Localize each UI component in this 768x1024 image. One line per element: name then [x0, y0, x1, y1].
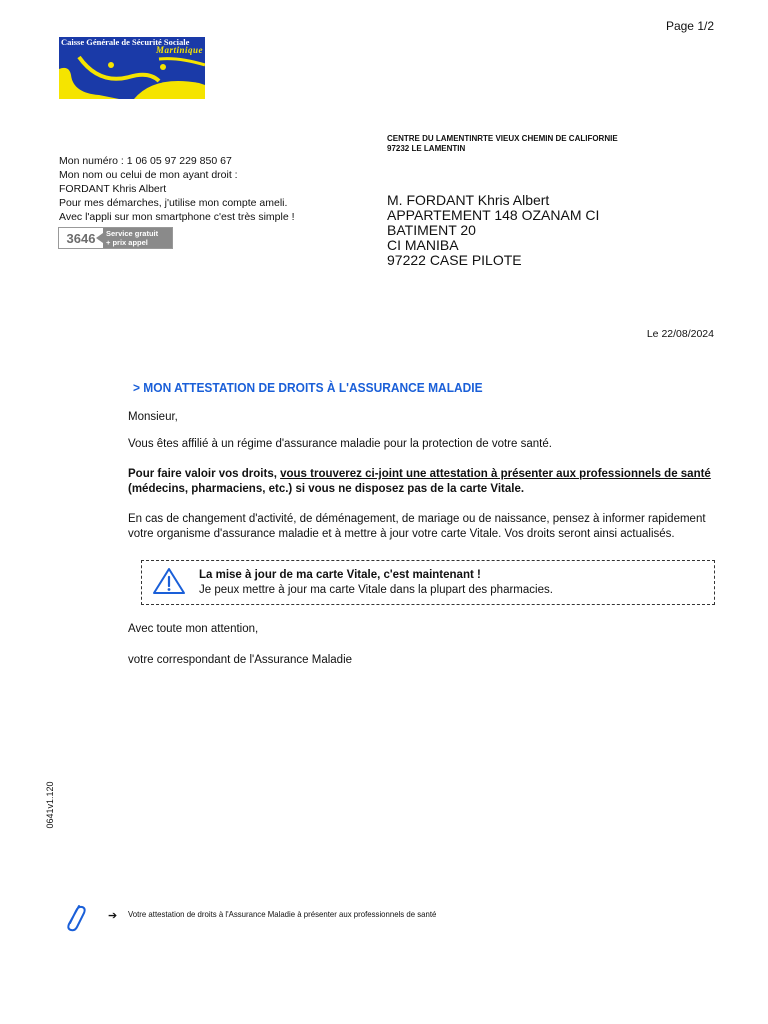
reference-block	[59, 154, 295, 224]
service-number: 3646	[59, 228, 103, 248]
service-phone-badge	[58, 227, 173, 249]
attestation-text-underlined: vous trouverez ci-joint une attestation à présenter aux professionnels de santé	[280, 468, 711, 480]
logo-line2: Martinique	[155, 45, 203, 55]
notice-title: La mise à jour de ma carte Vitale, c'est maintenant !	[199, 569, 481, 581]
sender-address-line: CENTRE DU LAMENTINRTE VIEUX CHEMIN DE CALIFORNIE	[387, 134, 618, 143]
logo-line1: Caisse Générale de Sécurité Sociale	[61, 37, 190, 47]
notice-text: Je peux mettre à jour ma carte Vitale dans la plupart des pharmacies.	[199, 584, 553, 596]
logo-banner	[59, 37, 205, 55]
recipient-line: APPARTEMENT 148 OZANAM CI	[387, 207, 600, 223]
cgss-logo	[59, 37, 205, 99]
letter-title: > MON ATTESTATION DE DROITS À L'ASSURANCE MALADIE	[133, 380, 483, 395]
page-number: Page 1/2	[665, 19, 714, 33]
attestation-paragraph	[128, 467, 718, 497]
recipient-line: M. FORDANT Khris Albert	[387, 192, 550, 208]
enclosure-note: Votre attestation de droits à l'Assurance Maladie à présenter aux professionnels de santé	[128, 909, 437, 919]
attestation-text-part2: (médecins, pharmaciens, etc.) si vous ne disposez pas de la carte Vitale.	[128, 483, 525, 495]
vitale-notice-box	[141, 560, 715, 605]
reference-line: FORDANT Khris Albert	[59, 183, 167, 195]
logo-art-icon	[59, 55, 205, 99]
signature: votre correspondant de l'Assurance Maladie	[128, 654, 353, 666]
service-line: Service gratuit	[106, 229, 159, 238]
attestation-text-part1: Pour faire valoir vos droits,	[128, 468, 281, 480]
recipient-line: CI MANIBA	[387, 237, 459, 253]
affiliation-paragraph: Vous êtes affilié à un régime d'assurance maladie pour la protection de votre santé.	[128, 438, 552, 450]
closing: Avec toute mon attention,	[128, 623, 259, 635]
warning-icon	[152, 566, 186, 596]
change-info-paragraph: En cas de changement d'activité, de déménagement, de mariage ou de naissance, pensez à informer rapidement votre organisme d'assurance maladie et à mettre à jour votre carte Vitale. Vos droits seront ainsi actualisés.	[128, 513, 706, 540]
service-line: + prix appel	[106, 238, 148, 247]
document-code: 0641v1.120	[45, 781, 55, 829]
sender-address	[387, 134, 618, 154]
reference-line: Mon numéro : 1 06 05 97 229 850 67	[59, 155, 232, 167]
reference-line: Pour mes démarches, j'utilise mon compte ameli.	[59, 197, 288, 209]
reference-line: Avec l'appli sur mon smartphone c'est très simple !	[59, 211, 295, 223]
letter-date: Le 22/08/2024	[646, 328, 714, 340]
paperclip-icon	[62, 902, 88, 934]
recipient-address	[387, 193, 599, 268]
sender-address-line: 97232 LE LAMENTIN	[387, 144, 466, 153]
reference-line: Mon nom ou celui de mon ayant droit :	[59, 169, 238, 181]
recipient-line: 97222 CASE PILOTE	[387, 252, 522, 268]
recipient-line: BATIMENT 20	[387, 222, 476, 238]
greeting: Monsieur,	[128, 411, 178, 423]
arrow-right-icon: ➔	[108, 910, 118, 922]
service-price-info	[103, 228, 172, 248]
